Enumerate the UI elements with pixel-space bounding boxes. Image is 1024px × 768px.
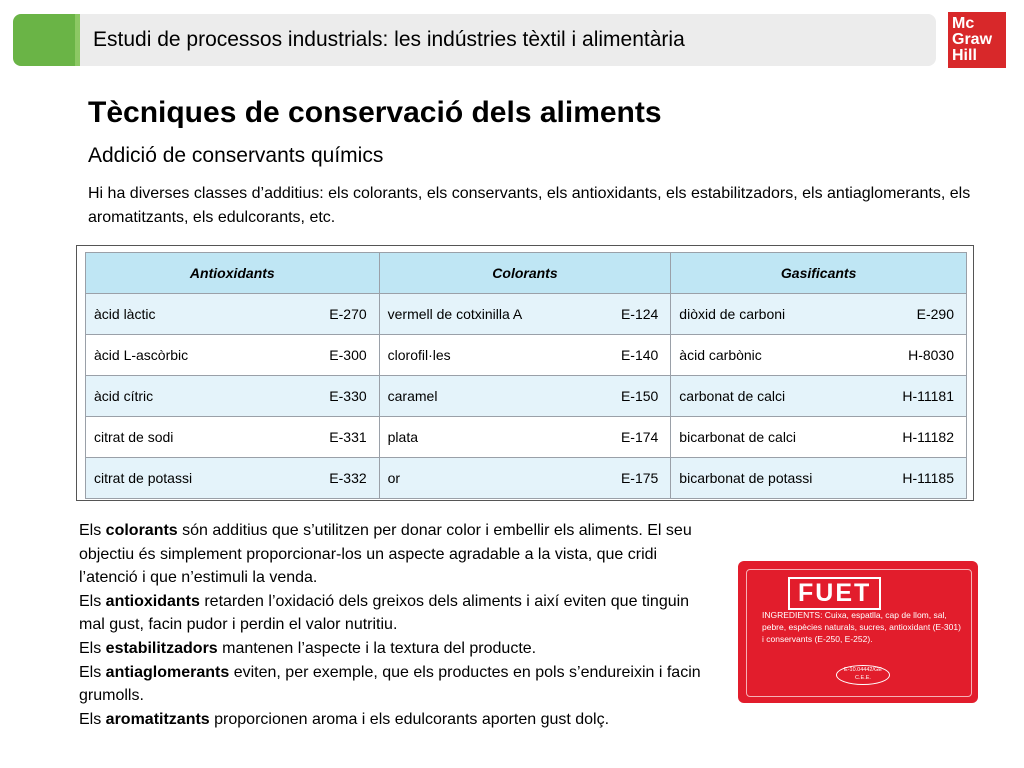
additives-table-frame xyxy=(76,245,974,501)
table-row xyxy=(86,335,967,376)
table-row xyxy=(86,376,967,417)
table-row xyxy=(86,294,967,335)
table-cell xyxy=(671,294,967,335)
additive-name: caramel xyxy=(387,388,438,404)
text-run: Els xyxy=(79,710,106,728)
table-cell xyxy=(379,458,671,499)
header-accent-stripe xyxy=(75,14,80,66)
additive-name: carbonat de calci xyxy=(679,388,786,404)
additive-name: vermell de cotxinilla A xyxy=(387,306,523,322)
table-row xyxy=(86,417,967,458)
logo-line-1: Mc xyxy=(952,15,975,32)
additive-code: E-150 xyxy=(620,388,659,404)
additive-code: E-300 xyxy=(329,347,367,363)
logo-line-2: Graw xyxy=(952,31,993,48)
table-row xyxy=(86,458,967,499)
additive-code: E-140 xyxy=(620,347,659,363)
paragraph-antiaglomerants xyxy=(79,661,709,708)
additive-code: E-270 xyxy=(329,306,367,322)
additive-code: H-11185 xyxy=(902,470,954,486)
column-header: Gasificants xyxy=(671,253,967,294)
fuet-label-title: FUET xyxy=(788,577,881,610)
additives-table xyxy=(85,252,967,499)
header-title: Estudi de processos industrials: les indústries tèxtil i alimentària xyxy=(93,28,685,51)
additive-name: bicarbonat de potassi xyxy=(679,470,813,486)
term-bold: antiaglomerants xyxy=(105,663,230,681)
table-cell xyxy=(379,376,671,417)
publisher-logo xyxy=(948,12,1006,68)
additive-name: bicarbonat de calci xyxy=(679,429,797,445)
additive-code: E-290 xyxy=(916,306,954,322)
slide-title: Tècniques de conservació dels aliments xyxy=(88,96,662,129)
table-cell xyxy=(671,335,967,376)
term-bold: estabilitzadors xyxy=(105,639,218,657)
text-run: són additius que s’utilitzen per donar color i embellir els aliments. El seu objectiu és simplement proporcionar-los un aspecte agradable a la vista, que cridi l’atenció i que n’estimuli la venda. xyxy=(79,522,692,587)
additive-name: àcid cítric xyxy=(94,388,154,404)
logo-line-3: Hill xyxy=(952,47,977,64)
table-cell xyxy=(86,335,380,376)
text-run: Els xyxy=(79,639,106,657)
additive-code: H-11182 xyxy=(902,429,954,445)
additive-name: àcid làctic xyxy=(94,306,156,322)
intro-paragraph: Hi ha diverses classes d’additius: els colorants, els conservants, els antioxidants, els estabilitzadors, els antiaglomerants, els aromatitzants, els edulcorants, etc. xyxy=(88,185,971,226)
column-header: Antioxidants xyxy=(86,253,380,294)
table-cell xyxy=(379,335,671,376)
additive-code: E-332 xyxy=(329,470,367,486)
additive-name: or xyxy=(387,470,401,486)
additive-code: E-175 xyxy=(620,470,659,486)
slide-subtitle: Addició de conservants químics xyxy=(88,144,384,167)
table-cell xyxy=(86,376,380,417)
paragraph-antioxidants xyxy=(79,590,709,637)
header-accent xyxy=(13,14,75,66)
additive-name: citrat de potassi xyxy=(94,470,193,486)
paragraph-aromatitzants xyxy=(79,708,709,732)
paragraph-colorants xyxy=(79,519,709,590)
fuet-label-stamp: E-10.04442/GE C.E.E. xyxy=(836,665,890,685)
text-run: Els xyxy=(79,663,106,681)
additive-name: diòxid de carboni xyxy=(679,306,786,322)
text-run: proporcionen aroma i els edulcorants aporten gust dolç. xyxy=(209,710,610,728)
paragraph-estabilitzadors xyxy=(79,637,709,661)
table-cell xyxy=(671,417,967,458)
text-run: mantenen l’aspecte i la textura del producte. xyxy=(217,639,537,657)
additive-name: clorofil·les xyxy=(387,347,451,363)
additive-code: E-331 xyxy=(329,429,367,445)
text-run: Els xyxy=(79,592,106,610)
text-run: retarden l’oxidació dels greixos dels aliments i així eviten que tinguin mal gust, facin pudor i perdin el valor nutritiu. xyxy=(79,592,690,634)
table-header-row xyxy=(86,253,967,294)
table-cell xyxy=(671,376,967,417)
additive-code: E-174 xyxy=(620,429,659,445)
additive-code: E-330 xyxy=(329,388,367,404)
additive-code: E-124 xyxy=(620,306,659,322)
term-bold: antioxidants xyxy=(105,592,200,610)
additive-name: plata xyxy=(387,429,418,445)
text-run: eviten, per exemple, que els productes en pols s’endureixin i facin grumolls. xyxy=(79,663,701,705)
header-bar xyxy=(13,14,936,66)
table-cell xyxy=(86,417,380,458)
additive-code: H-8030 xyxy=(908,347,954,363)
fuet-label-image xyxy=(738,561,978,703)
column-header: Colorants xyxy=(379,253,671,294)
term-bold: colorants xyxy=(105,522,178,539)
table-cell xyxy=(671,458,967,499)
table-cell xyxy=(379,417,671,458)
additive-name: citrat de sodi xyxy=(94,429,174,445)
text-run: Els xyxy=(79,522,106,539)
fuet-label-ingredients: INGREDIENTS: Cuixa, espatlla, cap de llom, sal, pebre, espècies naturals, sucres, antioxidant (E-301) i conservants (E-250, E-252). xyxy=(762,610,961,644)
additive-name: àcid L-ascòrbic xyxy=(94,347,189,363)
additive-code: H-11181 xyxy=(902,388,954,404)
table-cell xyxy=(86,458,380,499)
table-cell xyxy=(86,294,380,335)
term-bold: aromatitzants xyxy=(105,710,210,728)
explanation-text xyxy=(79,519,709,731)
additive-name: àcid carbònic xyxy=(679,347,762,363)
table-cell xyxy=(379,294,671,335)
